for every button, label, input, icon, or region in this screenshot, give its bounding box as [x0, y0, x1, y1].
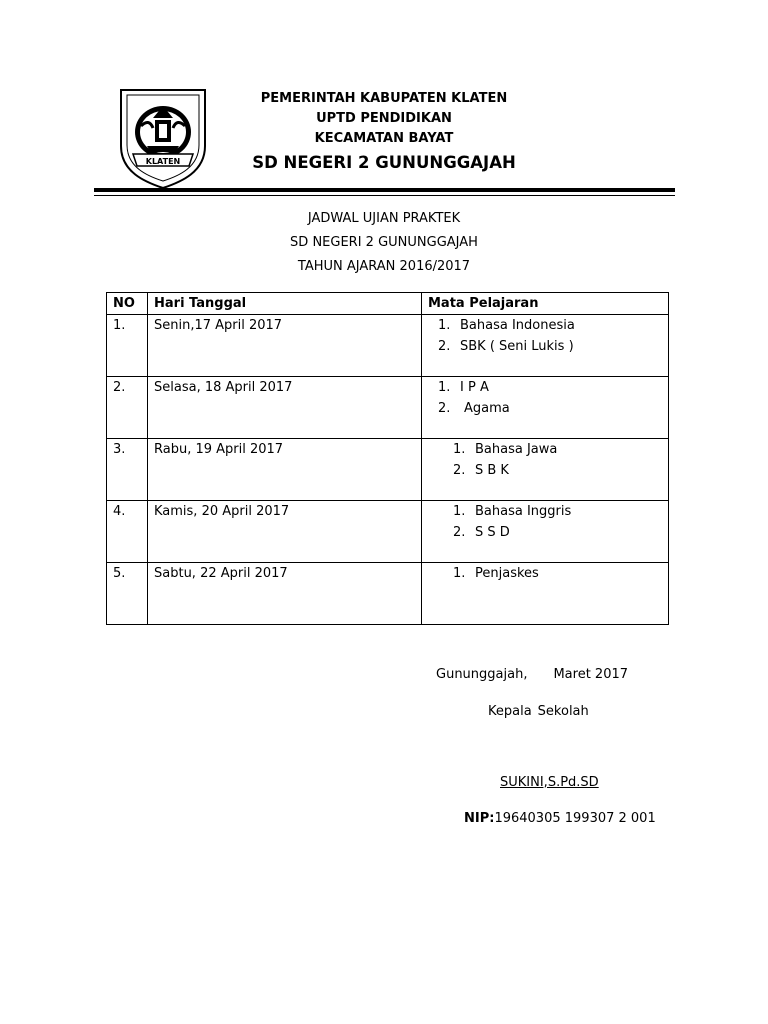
doc-title: JADWAL UJIAN PRAKTEK: [307, 211, 461, 226]
header-uptd-line: UPTD PENDIDIKAN: [316, 111, 452, 126]
row-day: Kamis, 20 April 2017: [148, 501, 422, 563]
subject-item: 2. SBK ( Seni Lukis ): [438, 339, 574, 354]
subject-item: 1. Penjaskes: [453, 566, 539, 581]
signature-role: Kepala Sekolah: [488, 704, 589, 719]
row-no: 1.: [107, 315, 148, 377]
doc-year: TAHUN AJARAN 2016/2017: [297, 259, 471, 274]
subject-item: 2. Agama: [438, 401, 510, 416]
row-no: 5.: [107, 563, 148, 625]
row-no: 3.: [107, 439, 148, 501]
exam-schedule-table: [106, 292, 669, 625]
row-subjects: [422, 501, 669, 563]
subject-item: 2. S B K: [453, 463, 509, 478]
header-government-line: PEMERINTAH KABUPATEN KLATEN: [260, 91, 508, 106]
signature-nip: NIP:19640305 199307 2 001: [464, 811, 656, 826]
row-no: 4.: [107, 501, 148, 563]
row-subjects: [422, 315, 669, 377]
row-subjects: [422, 439, 669, 501]
row-no: 2.: [107, 377, 148, 439]
col-header-no: NO: [107, 293, 148, 315]
row-subjects: [422, 377, 669, 439]
row-day: Senin,17 April 2017: [148, 315, 422, 377]
table-row: [107, 439, 669, 501]
table-header-row: [107, 293, 669, 315]
row-subjects: [422, 563, 669, 625]
header-divider-thin: [94, 195, 675, 196]
doc-school: SD NEGERI 2 GUNUNGGAJAH: [290, 235, 478, 250]
table-row: [107, 315, 669, 377]
subject-item: 2. S S D: [453, 525, 510, 540]
signature-month: Maret 2017: [553, 667, 629, 682]
table-row: [107, 377, 669, 439]
row-day: Sabtu, 22 April 2017: [148, 563, 422, 625]
svg-text:KLATEN: KLATEN: [145, 157, 181, 166]
header-divider-thick: [94, 188, 675, 192]
subject-item: 1. Bahasa Indonesia: [438, 318, 575, 333]
row-day: Rabu, 19 April 2017: [148, 439, 422, 501]
table-row: [107, 501, 669, 563]
header-district-line: KECAMATAN BAYAT: [314, 131, 454, 146]
signature-place-date: [436, 667, 628, 682]
header-school-name: SD NEGERI 2 GUNUNGGAJAH: [252, 153, 516, 172]
signature-name: SUKINI,S.Pd.SD: [500, 775, 599, 790]
col-header-day: Hari Tanggal: [148, 293, 422, 315]
row-day: Selasa, 18 April 2017: [148, 377, 422, 439]
subject-item: 1. Bahasa Jawa: [453, 442, 558, 457]
col-header-subject: Mata Pelajaran: [422, 293, 669, 315]
table-row: [107, 563, 669, 625]
subject-item: 1. Bahasa Inggris: [453, 504, 572, 519]
subject-item: 1. I P A: [438, 380, 489, 395]
signature-place: Gununggajah,: [436, 667, 528, 682]
klaten-emblem-logo: [119, 88, 207, 190]
